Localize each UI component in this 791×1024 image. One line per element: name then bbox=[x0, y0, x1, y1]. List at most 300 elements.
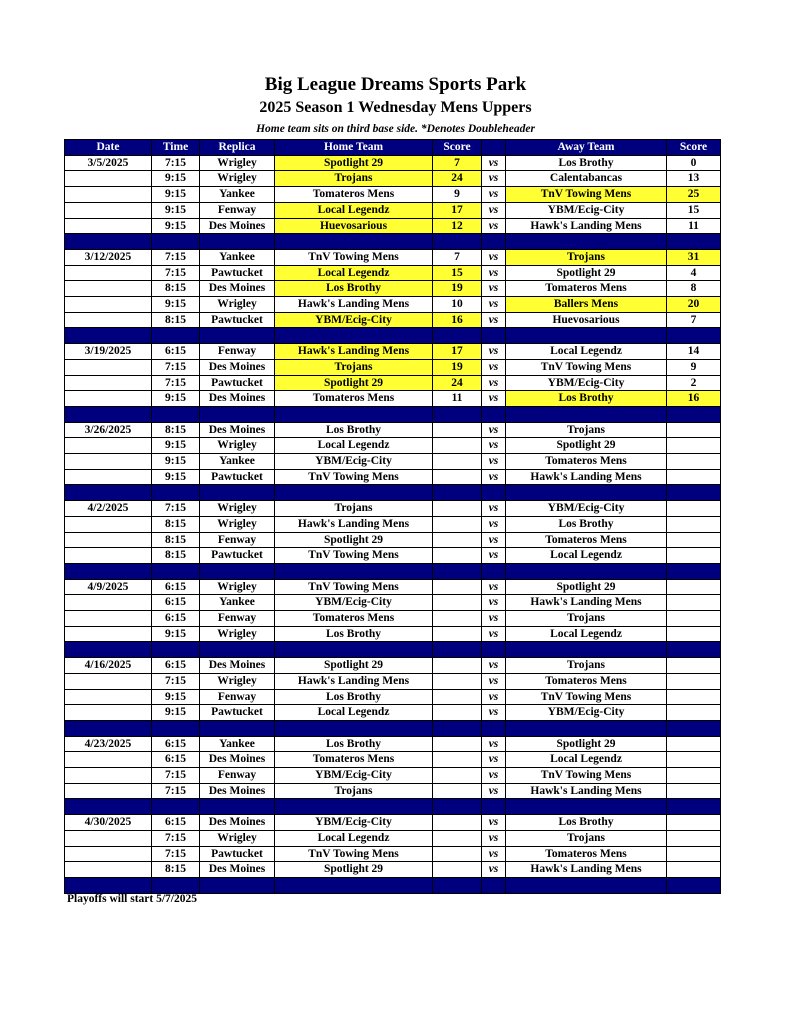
separator-cell bbox=[275, 563, 433, 579]
separator-cell bbox=[200, 485, 275, 501]
home-score-cell bbox=[433, 862, 482, 878]
home-score-cell bbox=[433, 673, 482, 689]
separator-cell bbox=[152, 877, 200, 893]
away-team-cell: Huevosarious bbox=[506, 312, 667, 328]
home-team-cell: Spotlight 29 bbox=[275, 658, 433, 674]
separator-cell bbox=[506, 406, 667, 422]
replica-cell: Fenway bbox=[200, 344, 275, 360]
home-score-cell bbox=[433, 438, 482, 454]
separator-cell bbox=[200, 642, 275, 658]
table-row bbox=[65, 595, 721, 611]
separator-cell bbox=[482, 563, 506, 579]
date-cell bbox=[65, 862, 152, 878]
replica-cell: Des Moines bbox=[200, 281, 275, 297]
date-cell: 3/12/2025 bbox=[65, 249, 152, 265]
time-cell: 9:15 bbox=[152, 689, 200, 705]
vs-cell: vs bbox=[482, 297, 506, 313]
time-cell: 8:15 bbox=[152, 516, 200, 532]
home-team-cell: TnV Towing Mens bbox=[275, 846, 433, 862]
vs-cell: vs bbox=[482, 171, 506, 187]
away-score-cell bbox=[667, 422, 721, 438]
vs-cell: vs bbox=[482, 344, 506, 360]
away-score-cell bbox=[667, 501, 721, 517]
date-cell bbox=[65, 830, 152, 846]
date-cell bbox=[65, 673, 152, 689]
col-away-team-header: Away Team bbox=[506, 140, 667, 156]
replica-cell: Des Moines bbox=[200, 359, 275, 375]
separator-cell bbox=[200, 406, 275, 422]
time-cell: 6:15 bbox=[152, 736, 200, 752]
away-team-cell: YBM/Ecig-City bbox=[506, 501, 667, 517]
date-cell: 4/16/2025 bbox=[65, 658, 152, 674]
time-cell: 9:15 bbox=[152, 391, 200, 407]
table-row bbox=[65, 830, 721, 846]
separator-cell bbox=[275, 328, 433, 344]
vs-cell: vs bbox=[482, 548, 506, 564]
separator-cell bbox=[506, 485, 667, 501]
date-cell bbox=[65, 783, 152, 799]
date-cell bbox=[65, 281, 152, 297]
home-score-cell: 7 bbox=[433, 155, 482, 171]
home-team-cell: Los Brothy bbox=[275, 626, 433, 642]
date-cell bbox=[65, 391, 152, 407]
replica-cell: Fenway bbox=[200, 689, 275, 705]
time-cell: 9:15 bbox=[152, 202, 200, 218]
home-team-cell: Local Legendz bbox=[275, 265, 433, 281]
home-score-cell: 11 bbox=[433, 391, 482, 407]
vs-cell: vs bbox=[482, 736, 506, 752]
away-score-cell bbox=[667, 595, 721, 611]
away-score-cell bbox=[667, 673, 721, 689]
away-score-cell bbox=[667, 611, 721, 627]
time-cell: 7:15 bbox=[152, 783, 200, 799]
separator-cell bbox=[667, 328, 721, 344]
separator-cell bbox=[275, 877, 433, 893]
away-score-cell: 0 bbox=[667, 155, 721, 171]
away-score-cell bbox=[667, 454, 721, 470]
replica-cell: Des Moines bbox=[200, 391, 275, 407]
vs-cell: vs bbox=[482, 359, 506, 375]
away-team-cell: Trojans bbox=[506, 830, 667, 846]
separator-cell bbox=[433, 563, 482, 579]
separator-cell bbox=[482, 877, 506, 893]
vs-cell: vs bbox=[482, 187, 506, 203]
replica-cell: Des Moines bbox=[200, 218, 275, 234]
week-separator bbox=[65, 799, 721, 815]
away-team-cell: Spotlight 29 bbox=[506, 579, 667, 595]
replica-cell: Yankee bbox=[200, 595, 275, 611]
date-cell bbox=[65, 516, 152, 532]
vs-cell: vs bbox=[482, 454, 506, 470]
separator-cell bbox=[275, 234, 433, 250]
table-row bbox=[65, 375, 721, 391]
separator-cell bbox=[65, 799, 152, 815]
away-team-cell: Calentabancas bbox=[506, 171, 667, 187]
time-cell: 7:15 bbox=[152, 846, 200, 862]
home-score-cell bbox=[433, 689, 482, 705]
separator-cell bbox=[152, 406, 200, 422]
date-cell bbox=[65, 202, 152, 218]
replica-cell: Wrigley bbox=[200, 155, 275, 171]
separator-cell bbox=[65, 877, 152, 893]
col-home-score-header: Score bbox=[433, 140, 482, 156]
time-cell: 7:15 bbox=[152, 673, 200, 689]
home-score-cell bbox=[433, 705, 482, 721]
time-cell: 6:15 bbox=[152, 815, 200, 831]
home-score-cell: 24 bbox=[433, 171, 482, 187]
page-title: Big League Dreams Sports Park bbox=[264, 74, 527, 95]
away-team-cell: Los Brothy bbox=[506, 155, 667, 171]
time-cell: 7:15 bbox=[152, 249, 200, 265]
away-score-cell: 25 bbox=[667, 187, 721, 203]
separator-cell bbox=[65, 485, 152, 501]
home-score-cell: 9 bbox=[433, 187, 482, 203]
away-team-cell: Tomateros Mens bbox=[506, 673, 667, 689]
date-cell bbox=[65, 846, 152, 862]
header-row bbox=[65, 140, 721, 156]
separator-cell bbox=[152, 799, 200, 815]
time-cell: 9:15 bbox=[152, 187, 200, 203]
home-team-cell: Hawk's Landing Mens bbox=[275, 516, 433, 532]
page-subtitle: 2025 Season 1 Wednesday Mens Uppers bbox=[259, 99, 532, 116]
away-team-cell: Tomateros Mens bbox=[506, 846, 667, 862]
away-score-cell: 4 bbox=[667, 265, 721, 281]
home-team-cell: YBM/Ecig-City bbox=[275, 815, 433, 831]
away-score-cell bbox=[667, 736, 721, 752]
replica-cell: Pawtucket bbox=[200, 846, 275, 862]
replica-cell: Wrigley bbox=[200, 626, 275, 642]
away-score-cell bbox=[667, 815, 721, 831]
home-team-cell: Los Brothy bbox=[275, 422, 433, 438]
home-score-cell bbox=[433, 830, 482, 846]
away-team-cell: Hawk's Landing Mens bbox=[506, 218, 667, 234]
table-row bbox=[65, 218, 721, 234]
table-row bbox=[65, 187, 721, 203]
week-separator bbox=[65, 234, 721, 250]
vs-cell: vs bbox=[482, 658, 506, 674]
time-cell: 9:15 bbox=[152, 705, 200, 721]
home-team-cell: Tomateros Mens bbox=[275, 611, 433, 627]
separator-cell bbox=[65, 234, 152, 250]
replica-cell: Pawtucket bbox=[200, 705, 275, 721]
date-cell bbox=[65, 611, 152, 627]
home-score-cell bbox=[433, 611, 482, 627]
away-team-cell: Trojans bbox=[506, 611, 667, 627]
separator-cell bbox=[152, 642, 200, 658]
time-cell: 6:15 bbox=[152, 658, 200, 674]
away-score-cell: 2 bbox=[667, 375, 721, 391]
separator-cell bbox=[152, 720, 200, 736]
away-team-cell: YBM/Ecig-City bbox=[506, 202, 667, 218]
separator-cell bbox=[482, 234, 506, 250]
away-score-cell: 31 bbox=[667, 249, 721, 265]
home-score-cell: 16 bbox=[433, 312, 482, 328]
table-row bbox=[65, 501, 721, 517]
table-row bbox=[65, 752, 721, 768]
vs-cell: vs bbox=[482, 815, 506, 831]
away-score-cell bbox=[667, 689, 721, 705]
week-separator bbox=[65, 328, 721, 344]
date-cell: 4/23/2025 bbox=[65, 736, 152, 752]
home-team-cell: Trojans bbox=[275, 783, 433, 799]
separator-cell bbox=[506, 877, 667, 893]
home-team-cell: Trojans bbox=[275, 359, 433, 375]
date-cell: 3/26/2025 bbox=[65, 422, 152, 438]
home-team-cell: TnV Towing Mens bbox=[275, 249, 433, 265]
replica-cell: Fenway bbox=[200, 768, 275, 784]
time-cell: 6:15 bbox=[152, 595, 200, 611]
vs-cell: vs bbox=[482, 312, 506, 328]
date-cell bbox=[65, 548, 152, 564]
separator-cell bbox=[667, 485, 721, 501]
vs-cell: vs bbox=[482, 705, 506, 721]
home-score-cell: 7 bbox=[433, 249, 482, 265]
separator-cell bbox=[65, 642, 152, 658]
date-cell bbox=[65, 171, 152, 187]
away-team-cell: Spotlight 29 bbox=[506, 438, 667, 454]
date-cell bbox=[65, 454, 152, 470]
home-score-cell: 19 bbox=[433, 281, 482, 297]
home-team-cell: YBM/Ecig-City bbox=[275, 595, 433, 611]
vs-cell: vs bbox=[482, 689, 506, 705]
home-team-cell: Tomateros Mens bbox=[275, 187, 433, 203]
date-cell bbox=[65, 469, 152, 485]
home-score-cell: 12 bbox=[433, 218, 482, 234]
away-score-cell: 20 bbox=[667, 297, 721, 313]
away-team-cell: TnV Towing Mens bbox=[506, 768, 667, 784]
away-score-cell bbox=[667, 705, 721, 721]
date-cell bbox=[65, 532, 152, 548]
time-cell: 9:15 bbox=[152, 438, 200, 454]
replica-cell: Wrigley bbox=[200, 438, 275, 454]
schedule-body bbox=[65, 155, 721, 893]
date-cell: 4/9/2025 bbox=[65, 579, 152, 595]
date-cell: 3/5/2025 bbox=[65, 155, 152, 171]
table-row bbox=[65, 469, 721, 485]
table-row bbox=[65, 249, 721, 265]
home-team-cell: Trojans bbox=[275, 171, 433, 187]
away-score-cell bbox=[667, 783, 721, 799]
away-score-cell bbox=[667, 862, 721, 878]
home-team-cell: Tomateros Mens bbox=[275, 752, 433, 768]
away-team-cell: Hawk's Landing Mens bbox=[506, 595, 667, 611]
away-score-cell bbox=[667, 532, 721, 548]
time-cell: 6:15 bbox=[152, 344, 200, 360]
time-cell: 8:15 bbox=[152, 548, 200, 564]
home-team-cell: YBM/Ecig-City bbox=[275, 454, 433, 470]
separator-cell bbox=[667, 563, 721, 579]
replica-cell: Pawtucket bbox=[200, 375, 275, 391]
separator-cell bbox=[433, 234, 482, 250]
away-score-cell bbox=[667, 752, 721, 768]
table-row bbox=[65, 846, 721, 862]
home-team-cell: Hawk's Landing Mens bbox=[275, 673, 433, 689]
away-team-cell: Tomateros Mens bbox=[506, 281, 667, 297]
away-team-cell: TnV Towing Mens bbox=[506, 689, 667, 705]
away-team-cell: Los Brothy bbox=[506, 391, 667, 407]
replica-cell: Pawtucket bbox=[200, 469, 275, 485]
home-team-cell: Local Legendz bbox=[275, 438, 433, 454]
time-cell: 7:15 bbox=[152, 375, 200, 391]
away-team-cell: YBM/Ecig-City bbox=[506, 375, 667, 391]
home-score-cell: 17 bbox=[433, 344, 482, 360]
table-row bbox=[65, 422, 721, 438]
table-row bbox=[65, 579, 721, 595]
separator-cell bbox=[200, 563, 275, 579]
away-score-cell: 8 bbox=[667, 281, 721, 297]
home-team-cell: Tomateros Mens bbox=[275, 391, 433, 407]
away-team-cell: Spotlight 29 bbox=[506, 265, 667, 281]
away-team-cell: Trojans bbox=[506, 658, 667, 674]
date-cell bbox=[65, 705, 152, 721]
away-score-cell bbox=[667, 438, 721, 454]
away-score-cell: 14 bbox=[667, 344, 721, 360]
table-row bbox=[65, 454, 721, 470]
away-score-cell: 11 bbox=[667, 218, 721, 234]
separator-cell bbox=[482, 720, 506, 736]
separator-cell bbox=[433, 485, 482, 501]
home-score-cell: 19 bbox=[433, 359, 482, 375]
replica-cell: Wrigley bbox=[200, 673, 275, 689]
home-score-cell bbox=[433, 783, 482, 799]
vs-cell: vs bbox=[482, 768, 506, 784]
home-team-cell: TnV Towing Mens bbox=[275, 579, 433, 595]
time-cell: 6:15 bbox=[152, 579, 200, 595]
table-row bbox=[65, 705, 721, 721]
home-score-cell bbox=[433, 532, 482, 548]
replica-cell: Wrigley bbox=[200, 297, 275, 313]
separator-cell bbox=[433, 877, 482, 893]
separator-cell bbox=[506, 328, 667, 344]
separator-cell bbox=[65, 328, 152, 344]
home-team-cell: Los Brothy bbox=[275, 736, 433, 752]
vs-cell: vs bbox=[482, 265, 506, 281]
away-score-cell bbox=[667, 548, 721, 564]
separator-cell bbox=[482, 799, 506, 815]
away-score-cell bbox=[667, 626, 721, 642]
away-team-cell: Tomateros Mens bbox=[506, 454, 667, 470]
date-cell bbox=[65, 359, 152, 375]
separator-cell bbox=[152, 328, 200, 344]
home-team-cell: Hawk's Landing Mens bbox=[275, 297, 433, 313]
seating-note: Home team sits on third base side. *Denotes Doubleheader bbox=[256, 123, 535, 135]
week-separator bbox=[65, 406, 721, 422]
replica-cell: Yankee bbox=[200, 249, 275, 265]
replica-cell: Pawtucket bbox=[200, 265, 275, 281]
week-separator bbox=[65, 720, 721, 736]
time-cell: 6:15 bbox=[152, 611, 200, 627]
table-row bbox=[65, 611, 721, 627]
home-score-cell bbox=[433, 736, 482, 752]
away-team-cell: Local Legendz bbox=[506, 344, 667, 360]
vs-cell: vs bbox=[482, 830, 506, 846]
separator-cell bbox=[433, 720, 482, 736]
home-score-cell bbox=[433, 815, 482, 831]
separator-cell bbox=[65, 720, 152, 736]
replica-cell: Yankee bbox=[200, 454, 275, 470]
separator-cell bbox=[482, 328, 506, 344]
time-cell: 9:15 bbox=[152, 218, 200, 234]
time-cell: 8:15 bbox=[152, 312, 200, 328]
vs-cell: vs bbox=[482, 202, 506, 218]
away-score-cell: 7 bbox=[667, 312, 721, 328]
home-score-cell: 17 bbox=[433, 202, 482, 218]
table-row bbox=[65, 155, 721, 171]
table-row bbox=[65, 862, 721, 878]
vs-cell: vs bbox=[482, 249, 506, 265]
replica-cell: Pawtucket bbox=[200, 548, 275, 564]
vs-cell: vs bbox=[482, 469, 506, 485]
vs-cell: vs bbox=[482, 626, 506, 642]
home-team-cell: Trojans bbox=[275, 501, 433, 517]
replica-cell: Wrigley bbox=[200, 516, 275, 532]
week-separator bbox=[65, 642, 721, 658]
away-team-cell: Los Brothy bbox=[506, 815, 667, 831]
home-team-cell: Huevosarious bbox=[275, 218, 433, 234]
away-score-cell bbox=[667, 658, 721, 674]
table-row bbox=[65, 768, 721, 784]
away-team-cell: Hawk's Landing Mens bbox=[506, 783, 667, 799]
table-row bbox=[65, 391, 721, 407]
separator-cell bbox=[200, 720, 275, 736]
time-cell: 6:15 bbox=[152, 752, 200, 768]
home-team-cell: Los Brothy bbox=[275, 281, 433, 297]
home-score-cell bbox=[433, 469, 482, 485]
separator-cell bbox=[200, 877, 275, 893]
separator-cell bbox=[275, 406, 433, 422]
away-score-cell: 9 bbox=[667, 359, 721, 375]
table-row bbox=[65, 171, 721, 187]
replica-cell: Pawtucket bbox=[200, 312, 275, 328]
vs-cell: vs bbox=[482, 516, 506, 532]
vs-cell: vs bbox=[482, 862, 506, 878]
replica-cell: Fenway bbox=[200, 202, 275, 218]
separator-cell bbox=[433, 799, 482, 815]
time-cell: 9:15 bbox=[152, 626, 200, 642]
date-cell bbox=[65, 265, 152, 281]
time-cell: 9:15 bbox=[152, 297, 200, 313]
week-separator bbox=[65, 485, 721, 501]
time-cell: 8:15 bbox=[152, 422, 200, 438]
home-score-cell bbox=[433, 516, 482, 532]
away-score-cell bbox=[667, 516, 721, 532]
separator-cell bbox=[152, 234, 200, 250]
table-row bbox=[65, 658, 721, 674]
separator-cell bbox=[433, 642, 482, 658]
col-away-score-header: Score bbox=[667, 140, 721, 156]
vs-cell: vs bbox=[482, 375, 506, 391]
home-score-cell bbox=[433, 595, 482, 611]
separator-cell bbox=[65, 406, 152, 422]
home-team-cell: YBM/Ecig-City bbox=[275, 768, 433, 784]
away-team-cell: Local Legendz bbox=[506, 626, 667, 642]
away-score-cell bbox=[667, 768, 721, 784]
table-row bbox=[65, 548, 721, 564]
date-cell bbox=[65, 752, 152, 768]
vs-cell: vs bbox=[482, 611, 506, 627]
home-score-cell bbox=[433, 626, 482, 642]
separator-cell bbox=[433, 406, 482, 422]
time-cell: 9:15 bbox=[152, 171, 200, 187]
replica-cell: Des Moines bbox=[200, 422, 275, 438]
separator-cell bbox=[482, 642, 506, 658]
replica-cell: Des Moines bbox=[200, 862, 275, 878]
table-row bbox=[65, 202, 721, 218]
table-row bbox=[65, 532, 721, 548]
home-team-cell: Spotlight 29 bbox=[275, 375, 433, 391]
replica-cell: Des Moines bbox=[200, 783, 275, 799]
away-team-cell: Spotlight 29 bbox=[506, 736, 667, 752]
